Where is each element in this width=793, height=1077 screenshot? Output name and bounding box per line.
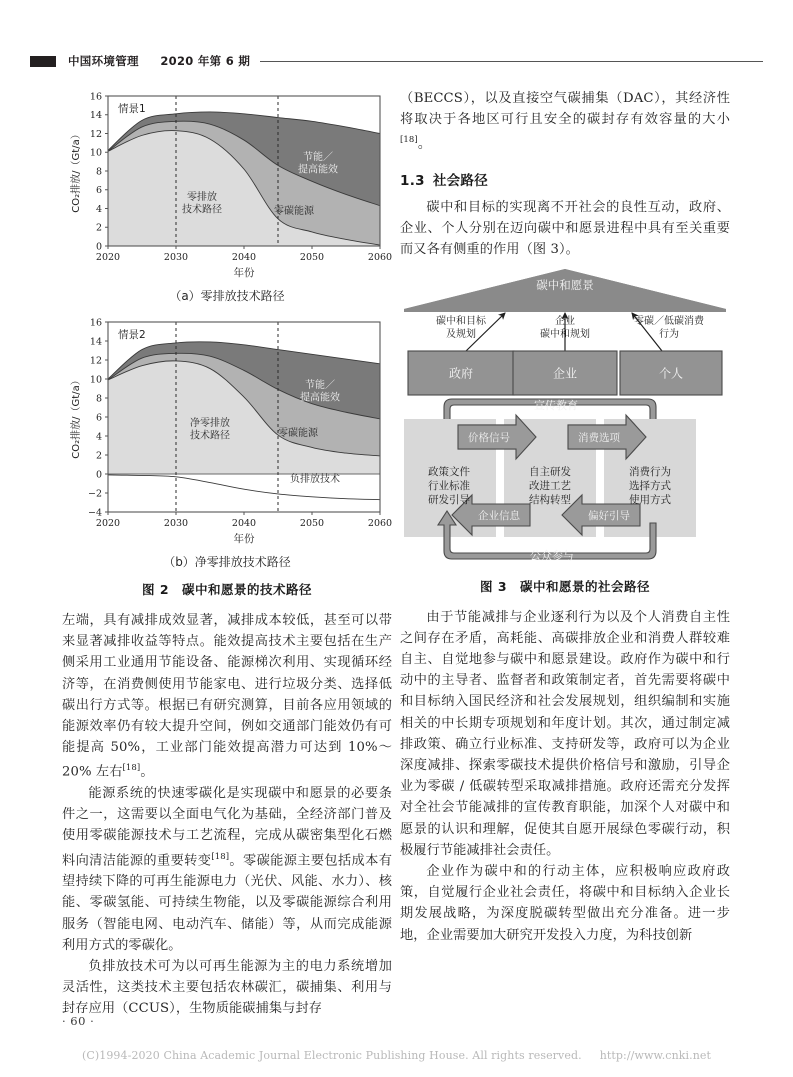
- svg-text:12: 12: [89, 355, 102, 367]
- svg-text:2: 2: [95, 222, 102, 234]
- svg-text:2020: 2020: [95, 252, 121, 263]
- right-paragraph-3: 由于节能减排与企业逐利行为以及个人消费自主性之间存在矛盾，高耗能、高碳排放企业和消费人群较难自主、自觉地参与碳中和愿景建设。政府作为碳中和行动中的主导者、监督者和政策制定者，首先需要将碳中和目标纳入国民经济和社会发展规划，组织编制和实施相关的中长期专项规划和年度计划。其次，通过制定减排政策、确立行业标准、支持研发等，政府可以为企业深度减排、探索零碳技术提供价格信号和激励，引导企业为零碳 / 低碳转型采取减排措施。政府还需充分发挥对全社会节能减排的宣传教育职能，加深个人对碳中和愿景的认识和理解，促使其自愿开展绿色零碳行动，积极履行节能减排社会责任。: [400, 609, 730, 858]
- section-heading-1-3: [400, 169, 730, 189]
- section-number: 1.3: [400, 173, 425, 189]
- y-axis-label: CO₂排放/（Gt/a）: [71, 375, 82, 459]
- left-paragraph-1: 左端，具有减排成效显著，减排成本较低，甚至可以带来显著减排收益等特点。能效提高技术主要包括在生产侧采用工业通用节能设备、能源梯次利用、实现循环经济等，在消费侧使用节能家电、进行垃圾分类、选择低碳出行方式等。根据已有研究测算，目前各应用领域的能源效率仍有较大提升空间，例如交通部门能效仍有可能提高 50%，工业部门能效提高潜力可达到 10%～20% 左右[18]。: [62, 613, 392, 780]
- reference-marker: [18]: [122, 763, 141, 774]
- reference-marker: [18]: [400, 135, 418, 146]
- column-item: 使用方式: [629, 493, 671, 506]
- svg-text:8: 8: [95, 393, 102, 405]
- x-axis-label: 年份: [233, 267, 255, 279]
- left-block-arrow-label: 企业信息: [478, 509, 520, 522]
- actor-contribution-label: 零碳／低碳消费: [634, 315, 704, 327]
- svg-text:0: 0: [95, 241, 102, 253]
- actor-contribution-label: 行为: [659, 328, 679, 340]
- actor-contribution-label: 及规划: [446, 328, 476, 340]
- svg-text:4: 4: [95, 203, 102, 215]
- reference-marker: [18]: [211, 851, 230, 862]
- svg-text:−4: −4: [87, 507, 102, 519]
- figure-2a-chart: [62, 88, 392, 283]
- svg-text:6: 6: [95, 185, 102, 197]
- figure-2b-chart: [62, 314, 392, 549]
- bottom-loop-label: 公众参与: [530, 548, 574, 562]
- series-label: 技术路径: [190, 430, 230, 442]
- svg-text:2040: 2040: [231, 252, 257, 263]
- right-column: [400, 88, 730, 946]
- column-item: 结构转型: [529, 493, 571, 506]
- column-item: 自主研发: [529, 465, 571, 478]
- svg-text:16: 16: [89, 317, 102, 329]
- svg-text:14: 14: [89, 110, 102, 122]
- footer-copyright-text: (C)1994-2020 China Academic Journal Electronic Publishing House. All rights reserved.: [81, 1049, 582, 1062]
- svg-text:0: 0: [95, 469, 102, 481]
- column-item: 行业标准: [428, 479, 470, 492]
- running-head-rule: [260, 61, 763, 62]
- series-label: 零碳能源: [278, 428, 318, 439]
- series-label: 提高能效: [298, 164, 338, 176]
- column-item: 政策文件: [428, 465, 470, 478]
- top-loop-label: 宣传教育: [534, 398, 578, 412]
- figure-2b-svg: [62, 314, 392, 549]
- series-label: 零碳能源: [274, 206, 314, 217]
- y-axis-label: CO₂排放/（Gt/a）: [71, 129, 82, 213]
- actor-contribution-label: 碳中和规划: [540, 328, 590, 340]
- chart-scenario-label: 情景1: [118, 103, 146, 115]
- svg-text:2030: 2030: [163, 518, 189, 529]
- roof-label: 碳中和愿景: [536, 277, 594, 292]
- actor-box-label: 个人: [658, 366, 684, 381]
- figure-2-caption: 图 2 碳中和愿景的技术路径: [141, 582, 313, 597]
- actor-box-label: 政府: [448, 366, 474, 381]
- svg-text:16: 16: [89, 91, 102, 103]
- svg-text:2060: 2060: [367, 518, 392, 529]
- series-label: 净零排放: [190, 418, 230, 429]
- actor-contribution-label: 企业: [555, 315, 575, 327]
- svg-text:2040: 2040: [231, 518, 257, 529]
- figure-3-svg: [400, 267, 730, 567]
- figure-2b-subcaption: （b）净零排放技术路径: [163, 555, 291, 569]
- section-title: 社会路径: [432, 173, 489, 189]
- footer-url: http://www.cnki.net: [599, 1049, 712, 1062]
- left-paragraph-3: 负排放技术可为以可再生能源为主的电力系统增加灵活性，这类技术主要包括农林碳汇，碳捕集、利用与封存应用（CCUS），生物质能碳捕集与封存: [62, 959, 392, 1017]
- svg-text:−2: −2: [87, 488, 102, 500]
- figure-3-diagram: [400, 267, 730, 567]
- left-column: [62, 88, 392, 1020]
- right-paragraph-1: （BECCS），以及直接空气碳捕集（DAC），其经济性将取决于各地区可行且安全的碳封存有效容量的大小[18]。: [400, 91, 730, 152]
- left-block-arrow-label: 偏好引导: [588, 509, 630, 522]
- figure-2a-svg: [62, 88, 392, 283]
- column-item: 研发引导: [428, 493, 470, 506]
- svg-text:2060: 2060: [367, 252, 392, 263]
- svg-text:2050: 2050: [299, 252, 325, 263]
- svg-text:8: 8: [95, 166, 102, 178]
- right-block-arrow-label: 价格信号: [468, 431, 510, 444]
- svg-text:2020: 2020: [95, 518, 121, 529]
- series-label: 零排放: [187, 192, 217, 203]
- chart-scenario-label: 情景2: [118, 329, 146, 341]
- series-label: 节能／: [303, 152, 333, 163]
- actor-box-label: 企业: [552, 366, 578, 381]
- svg-text:14: 14: [89, 336, 102, 348]
- right-paragraph-2: 碳中和目标的实现离不开社会的良性互动，政府、企业、个人分别在迈向碳中和愿景进程中具有至关重要而又各有侧重的作用（图 3）。: [400, 200, 730, 258]
- series-label: 节能／: [305, 380, 335, 391]
- svg-text:2050: 2050: [299, 518, 325, 529]
- x-axis-label: 年份: [233, 533, 255, 545]
- svg-text:2030: 2030: [163, 252, 189, 263]
- svg-text:2: 2: [95, 450, 102, 462]
- figure-3-caption: 图 3 碳中和愿景的社会路径: [479, 578, 651, 594]
- running-head: [30, 50, 763, 72]
- svg-text:12: 12: [89, 128, 102, 140]
- footer-copyright: [0, 1049, 793, 1062]
- series-label: 提高能效: [300, 392, 340, 404]
- svg-text:10: 10: [89, 147, 102, 159]
- figure-2a-subcaption: （a）零排放技术路径: [169, 289, 285, 303]
- column-item: 改进工艺: [529, 479, 571, 492]
- column-item: 消费行为: [629, 465, 671, 478]
- left-paragraph-2: 能源系统的快速零碳化是实现碳中和愿景的必要条件之一，这需要以全面电气化为基础，全经济部门普及使用零碳能源技术与工艺流程，完成从碳密集型化石燃料向清洁能源的重要转变[18]。零碳能源主要包括成本有望持续下降的可再生能源电力（光伏、风能、水力）、核能、零碳氢能、可持续生物能，以及零碳能源综合利用服务（智能电网、电动汽车、储能）等，从而完成能源利用方式的零碳化。: [62, 786, 392, 953]
- running-head-journal: 中国环境管理 2020 年第 6 期: [68, 54, 251, 68]
- series-label: 负排放技术: [290, 474, 340, 485]
- actor-contribution-label: 碳中和目标: [436, 315, 486, 327]
- right-paragraph-4: 企业作为碳中和的行动主体，应积极响应政府政策，自觉履行企业社会责任，将碳中和目标纳入企业长期发展战略，为深度脱碳转型做出充分准备。进一步地，企业需要加大研究开发投入力度，为科技创新: [400, 864, 730, 943]
- svg-text:6: 6: [95, 412, 102, 424]
- svg-text:10: 10: [89, 374, 102, 386]
- svg-text:4: 4: [95, 431, 102, 443]
- running-head-marker: [30, 56, 56, 67]
- series-label: 技术路径: [182, 204, 222, 216]
- right-block-arrow-label: 消费选项: [578, 431, 620, 444]
- page-number: · 60 ·: [62, 1014, 95, 1028]
- column-item: 选择方式: [629, 479, 671, 492]
